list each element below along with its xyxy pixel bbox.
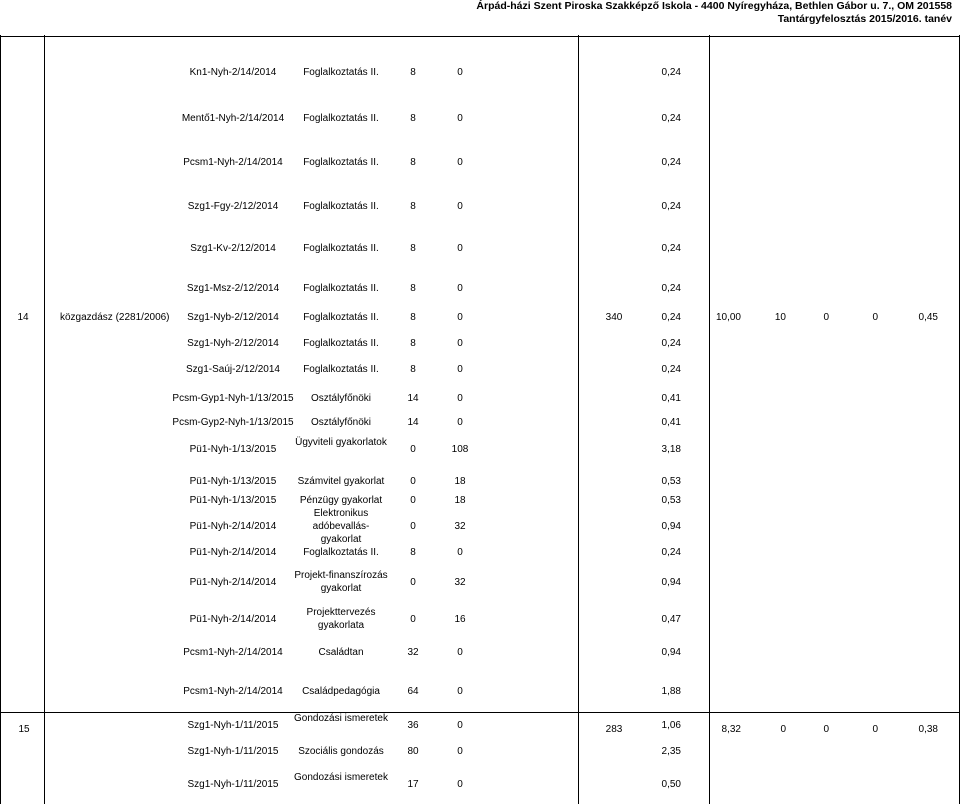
weekly-ratio: 0,53 bbox=[661, 475, 681, 487]
hours-theory: 8 bbox=[410, 200, 416, 212]
weekly-ratio: 3,18 bbox=[661, 443, 681, 455]
hours-theory: 8 bbox=[410, 363, 416, 375]
teacher-number: 14 bbox=[17, 311, 29, 323]
class-code: Pü1-Nyh-2/14/2014 bbox=[189, 520, 277, 532]
subject-name: Családtan bbox=[318, 646, 364, 658]
hours-practice: 0 bbox=[457, 685, 463, 697]
weekly-ratio: 0,24 bbox=[661, 546, 681, 558]
subject-name: Foglalkoztatás II. bbox=[303, 242, 379, 254]
hours-practice: 0 bbox=[457, 546, 463, 558]
class-code: Pcsm-Gyp1-Nyh-1/13/2015 bbox=[172, 392, 294, 404]
class-code: Pü1-Nyh-2/14/2014 bbox=[189, 576, 277, 588]
hours-theory: 36 bbox=[407, 719, 419, 731]
teacher-field-3: 0 bbox=[823, 311, 829, 323]
teacher-number: 15 bbox=[18, 723, 30, 735]
subject-name: Számvitel gyakorlat bbox=[297, 475, 385, 487]
class-code: Pcsm1-Nyh-2/14/2014 bbox=[183, 156, 283, 168]
class-code: Pcsm1-Nyh-2/14/2014 bbox=[183, 646, 283, 658]
class-code: Szg1-Kv-2/12/2014 bbox=[190, 242, 276, 254]
hours-theory: 8 bbox=[410, 242, 416, 254]
hours-practice: 0 bbox=[457, 66, 463, 78]
teacher-weekly-load: 8,32 bbox=[721, 723, 741, 735]
hours-practice: 0 bbox=[457, 719, 463, 731]
subject-name: Foglalkoztatás II. bbox=[303, 282, 379, 294]
class-code: Szg1-Saúj-2/12/2014 bbox=[186, 363, 280, 375]
subject-name: Foglalkoztatás II. bbox=[303, 156, 379, 168]
subject-name: Gondozási ismeretek bbox=[294, 713, 388, 724]
teacher-field-4: 0 bbox=[872, 311, 878, 323]
subject-name: Osztályfőnöki bbox=[310, 416, 372, 428]
weekly-ratio: 0,94 bbox=[661, 646, 681, 658]
subject-name: Elektronikus adóbevallás-gyakorlat bbox=[312, 507, 370, 545]
class-code: Pü1-Nyh-1/13/2015 bbox=[189, 494, 277, 506]
grid-line bbox=[0, 35, 1, 804]
hours-theory: 8 bbox=[410, 546, 416, 558]
hours-practice: 32 bbox=[454, 520, 466, 532]
weekly-ratio: 0,24 bbox=[661, 66, 681, 78]
class-code: Szg1-Nyh-1/11/2015 bbox=[187, 778, 279, 790]
subject-name: Projekttervezés gyakorlata bbox=[306, 607, 376, 631]
class-code: Kn1-Nyh-2/14/2014 bbox=[189, 66, 277, 78]
hours-practice: 0 bbox=[457, 646, 463, 658]
class-code: Pü1-Nyh-2/14/2014 bbox=[189, 613, 277, 625]
weekly-ratio: 0,24 bbox=[661, 311, 681, 323]
class-code: Pü1-Nyh-2/14/2014 bbox=[189, 546, 277, 558]
hours-theory: 80 bbox=[407, 745, 419, 757]
hours-theory: 14 bbox=[407, 416, 419, 428]
class-code: Szg1-Msz-2/12/2014 bbox=[186, 282, 280, 294]
weekly-ratio: 0,94 bbox=[661, 520, 681, 532]
weekly-ratio: 0,24 bbox=[661, 200, 681, 212]
weekly-ratio: 2,35 bbox=[661, 745, 681, 757]
weekly-ratio: 0,41 bbox=[661, 392, 681, 404]
subject-name: Foglalkoztatás II. bbox=[303, 311, 379, 323]
weekly-ratio: 0,53 bbox=[661, 494, 681, 506]
hours-practice: 0 bbox=[457, 363, 463, 375]
class-code: Pcsm-Gyp2-Nyh-1/13/2015 bbox=[172, 416, 294, 428]
grid-line bbox=[578, 35, 579, 804]
weekly-ratio: 0,24 bbox=[661, 112, 681, 124]
class-code: Mentő1-Nyh-2/14/2014 bbox=[181, 112, 285, 124]
subject-name: Projekt-finanszírozás gyakorlat bbox=[294, 570, 388, 594]
teacher-total-hours: 340 bbox=[605, 311, 623, 323]
weekly-ratio: 1,88 bbox=[661, 685, 681, 697]
teacher-total-hours: 283 bbox=[605, 723, 623, 735]
hours-theory: 0 bbox=[410, 576, 416, 588]
hours-theory: 0 bbox=[410, 443, 416, 455]
hours-theory: 32 bbox=[407, 646, 419, 658]
teacher-field-4: 0 bbox=[872, 723, 878, 735]
subject-name: Foglalkoztatás II. bbox=[303, 546, 379, 558]
subject-name: Foglalkoztatás II. bbox=[303, 66, 379, 78]
school-header: Árpád-házi Szent Piroska Szakképző Iskola - 4400 Nyíregyháza, Bethlen Gábor u. 7., OM 201558 bbox=[476, 0, 952, 12]
hours-practice: 16 bbox=[454, 613, 466, 625]
hours-practice: 0 bbox=[457, 200, 463, 212]
hours-theory: 0 bbox=[410, 494, 416, 506]
weekly-ratio: 0,24 bbox=[661, 337, 681, 349]
subject-name: Ügyviteli gyakorlatok bbox=[295, 437, 387, 448]
subject-name: Foglalkoztatás II. bbox=[303, 112, 379, 124]
weekly-ratio: 0,47 bbox=[661, 613, 681, 625]
weekly-ratio: 0,50 bbox=[661, 778, 681, 790]
hours-practice: 0 bbox=[457, 242, 463, 254]
teacher-field-2: 10 bbox=[774, 311, 786, 323]
weekly-ratio: 0,24 bbox=[661, 156, 681, 168]
weekly-ratio: 1,06 bbox=[661, 719, 681, 731]
schedule-title: Tantárgyfelosztás 2015/2016. tanév bbox=[777, 13, 952, 25]
grid-line bbox=[44, 35, 45, 804]
hours-practice: 0 bbox=[457, 282, 463, 294]
teacher-separator bbox=[0, 712, 960, 713]
subject-name: Foglalkoztatás II. bbox=[303, 363, 379, 375]
hours-theory: 8 bbox=[410, 311, 416, 323]
class-code: Szg1-Fgy-2/12/2014 bbox=[187, 200, 279, 212]
subject-name: Szociális gondozás bbox=[298, 745, 384, 757]
hours-theory: 8 bbox=[410, 156, 416, 168]
hours-theory: 14 bbox=[407, 392, 419, 404]
hours-practice: 0 bbox=[457, 337, 463, 349]
weekly-ratio: 0,41 bbox=[661, 416, 681, 428]
hours-practice: 0 bbox=[457, 112, 463, 124]
class-code: Szg1-Nyh-1/11/2015 bbox=[187, 745, 279, 757]
hours-practice: 0 bbox=[457, 311, 463, 323]
hours-theory: 8 bbox=[410, 66, 416, 78]
hours-practice: 18 bbox=[454, 494, 466, 506]
hours-practice: 18 bbox=[454, 475, 466, 487]
hours-theory: 0 bbox=[410, 613, 416, 625]
class-code: Szg1-Nyb-2/12/2014 bbox=[187, 311, 279, 323]
hours-theory: 17 bbox=[407, 778, 419, 790]
hours-practice: 108 bbox=[451, 443, 469, 455]
class-code: Szg1-Nyh-2/12/2014 bbox=[187, 337, 279, 349]
hours-practice: 0 bbox=[457, 745, 463, 757]
hours-practice: 0 bbox=[457, 156, 463, 168]
subject-name: Gondozási ismeretek bbox=[294, 772, 388, 783]
teacher-ratio: 0,38 bbox=[918, 723, 938, 735]
teacher-weekly-load: 10,00 bbox=[715, 311, 741, 323]
hours-theory: 64 bbox=[407, 685, 419, 697]
hours-practice: 32 bbox=[454, 576, 466, 588]
hours-practice: 0 bbox=[457, 392, 463, 404]
weekly-ratio: 0,24 bbox=[661, 363, 681, 375]
class-code: Pü1-Nyh-1/13/2015 bbox=[189, 443, 277, 455]
weekly-ratio: 0,24 bbox=[661, 242, 681, 254]
class-code: Pü1-Nyh-1/13/2015 bbox=[189, 475, 277, 487]
hours-theory: 8 bbox=[410, 112, 416, 124]
teacher-field-2: 0 bbox=[780, 723, 786, 735]
class-code: Szg1-Nyh-1/11/2015 bbox=[187, 719, 279, 731]
subject-name: Foglalkoztatás II. bbox=[303, 337, 379, 349]
hours-practice: 0 bbox=[457, 778, 463, 790]
teacher-qualification: közgazdász (2281/2006) bbox=[60, 311, 170, 323]
teacher-ratio: 0,45 bbox=[918, 311, 938, 323]
grid-line bbox=[709, 35, 710, 804]
subject-name: Pénzügy gyakorlat bbox=[299, 494, 383, 506]
table-top-border bbox=[0, 36, 960, 37]
hours-practice: 0 bbox=[457, 416, 463, 428]
subject-name: Osztályfőnöki bbox=[310, 392, 372, 404]
hours-theory: 0 bbox=[410, 475, 416, 487]
subject-name: Foglalkoztatás II. bbox=[303, 200, 379, 212]
weekly-ratio: 0,24 bbox=[661, 282, 681, 294]
teacher-field-3: 0 bbox=[823, 723, 829, 735]
class-code: Pcsm1-Nyh-2/14/2014 bbox=[183, 685, 283, 697]
hours-theory: 8 bbox=[410, 282, 416, 294]
weekly-ratio: 0,94 bbox=[661, 576, 681, 588]
subject-name: Családpedagógia bbox=[302, 685, 380, 697]
hours-theory: 0 bbox=[410, 520, 416, 532]
hours-theory: 8 bbox=[410, 337, 416, 349]
